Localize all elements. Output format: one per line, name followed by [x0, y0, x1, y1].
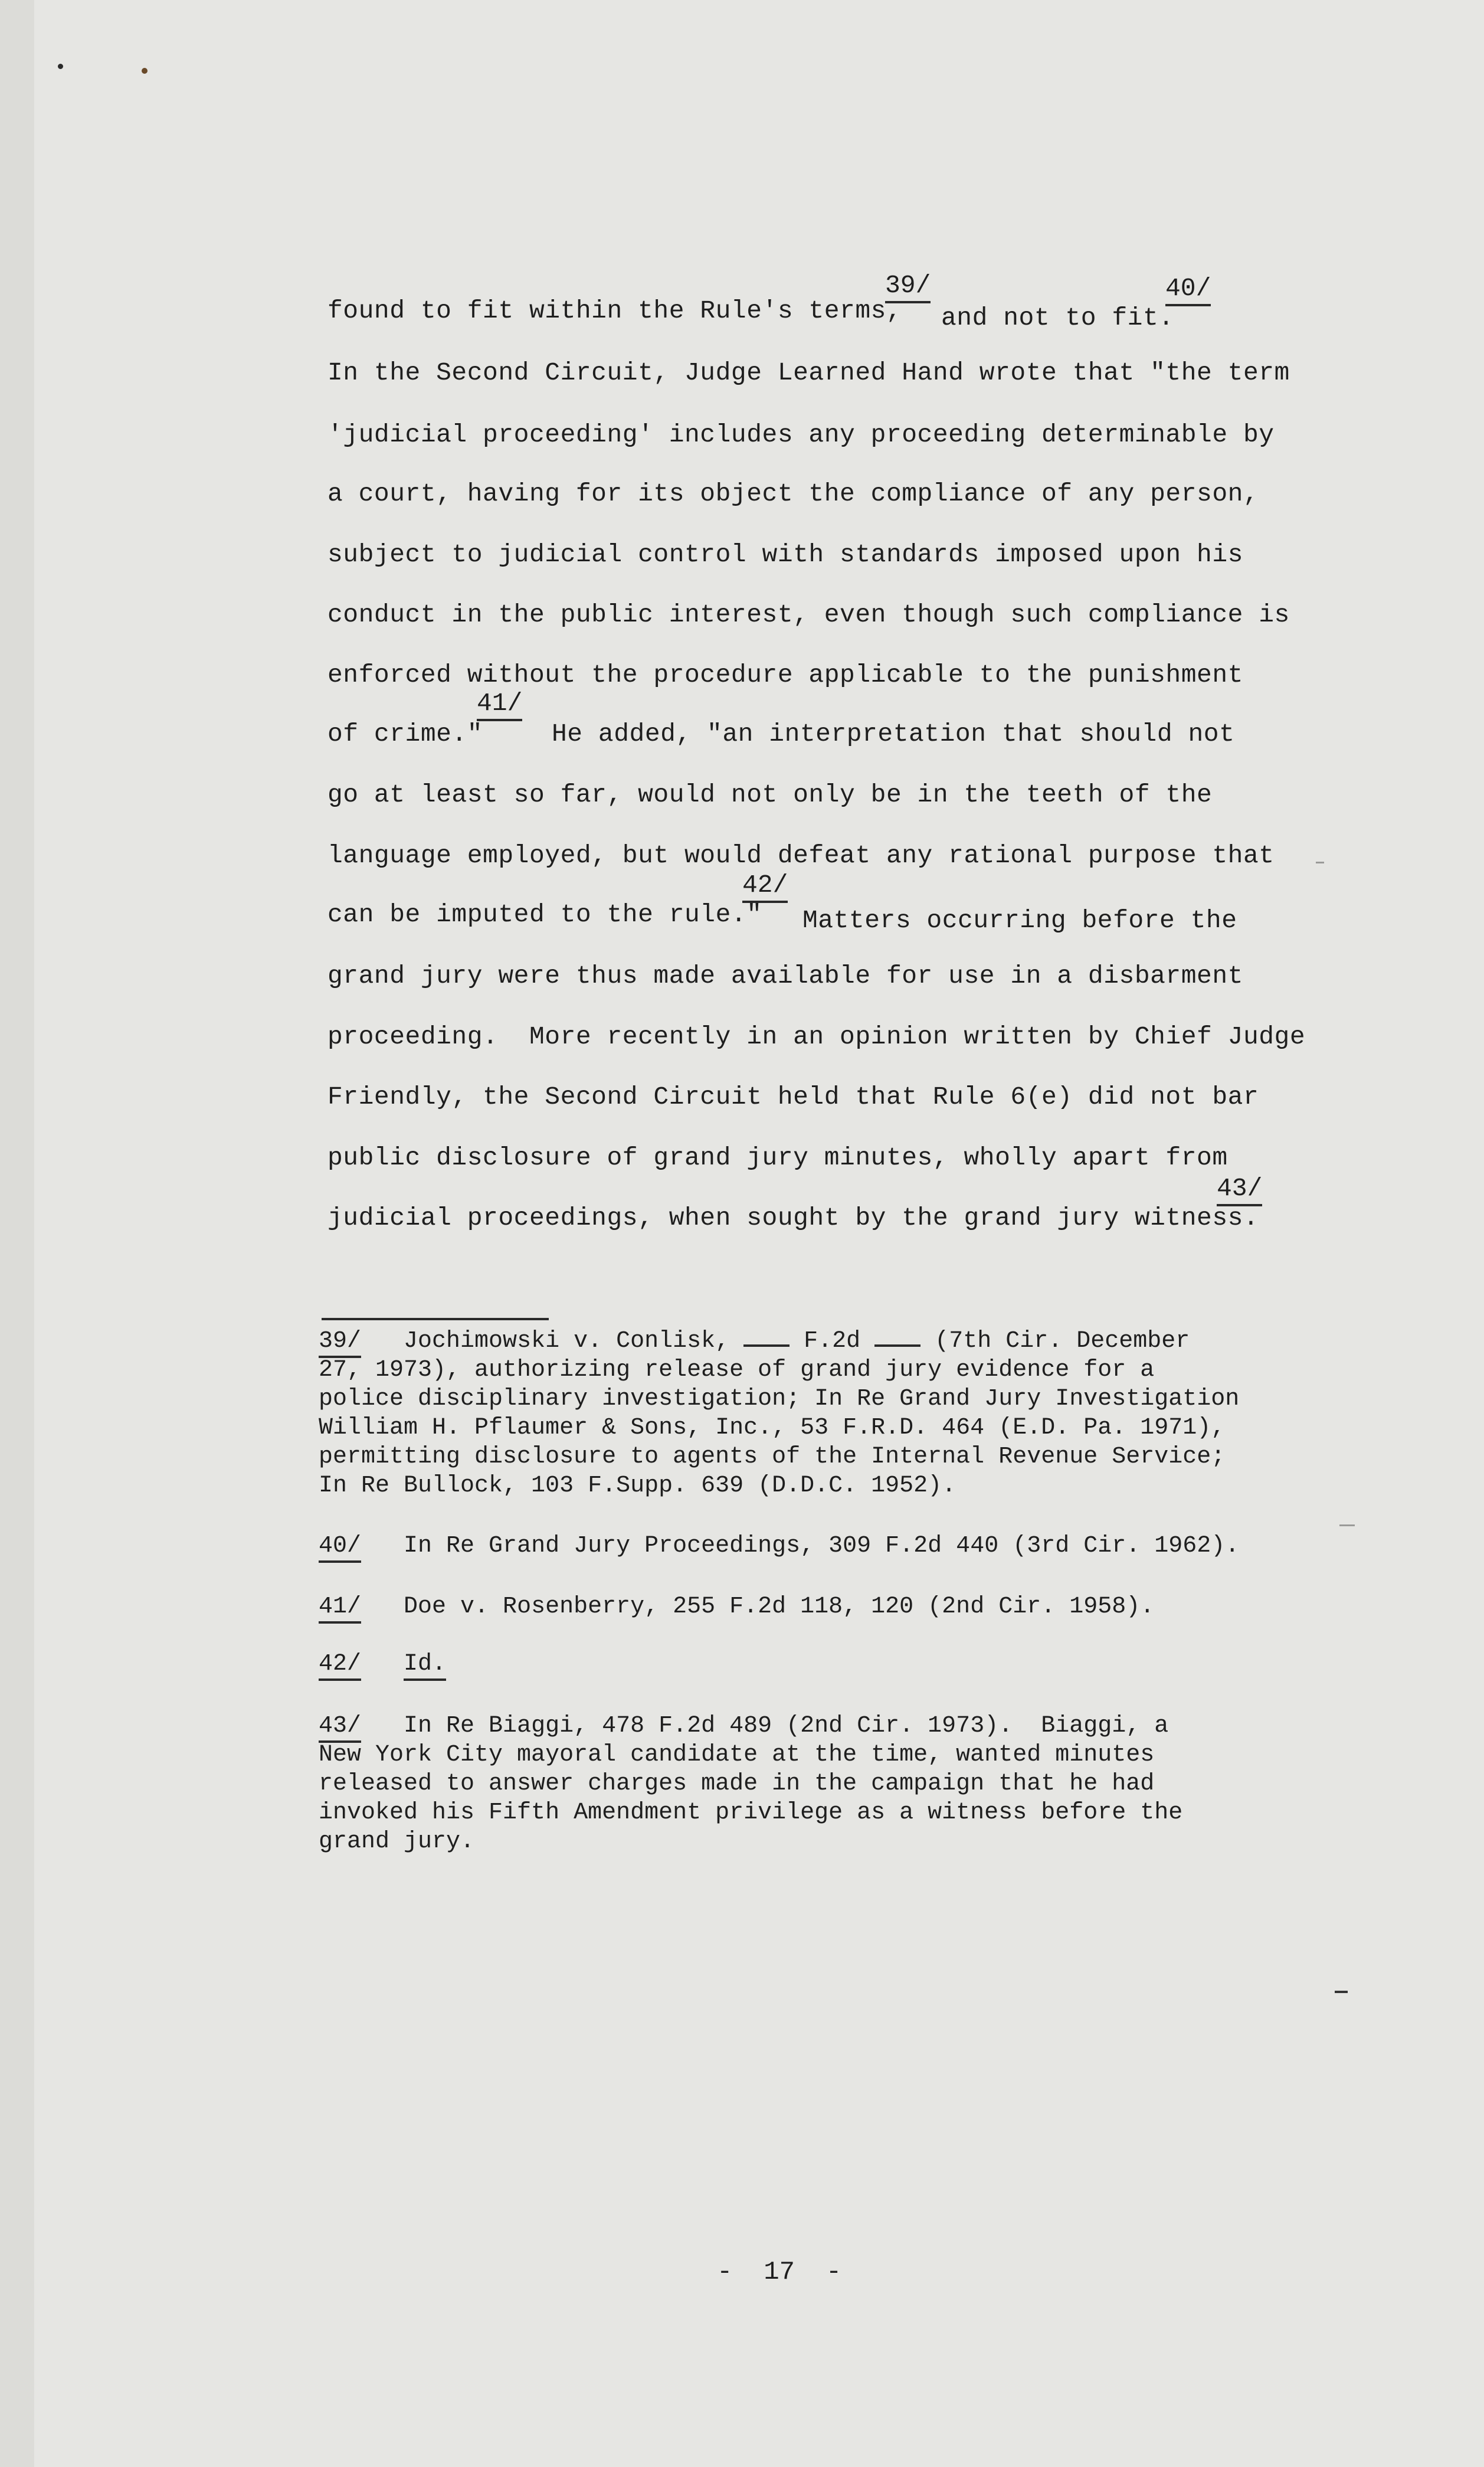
footnote-43-line-4: invoked his Fifth Amendment privilege as a witness before the	[319, 1799, 1183, 1826]
footnote-40-text: In Re Grand Jury Proceedings, 309 F.2d 440 (3rd Cir. 1962).	[404, 1533, 1240, 1559]
citation-blank	[874, 1341, 920, 1347]
body-line-12: grand jury were thus made available for use in a disbarment	[327, 961, 1243, 990]
footnote-43-line-3: released to answer charges made in the campaign that he had	[319, 1771, 1155, 1797]
footnote-39-court: (7th Cir. December	[935, 1328, 1190, 1354]
footnote-ref-39: 39/	[885, 273, 931, 303]
body-line-8-continued: He added, "an interpretation that should not	[552, 719, 1235, 748]
body-line-6: conduct in the public interest, even though such compliance is	[327, 600, 1290, 629]
body-line-11: can be imputed to the rule."	[327, 900, 762, 929]
footnote-42-number: 42/	[319, 1651, 361, 1681]
scan-edge-shadow	[0, 0, 34, 2467]
footnote-39-line-4: William H. Pflaumer & Sons, Inc., 53 F.R.D. 464 (E.D. Pa. 1971),	[319, 1415, 1226, 1441]
page-number: - 17 -	[717, 2257, 842, 2287]
scan-mark	[1339, 1524, 1355, 1526]
body-line-5: subject to judicial control with standards imposed upon his	[327, 540, 1243, 569]
body-line-11-continued: Matters occurring before the	[802, 906, 1237, 935]
body-line-3: 'judicial proceeding' includes any proceeding determinable by	[327, 420, 1275, 449]
footnote-39-line-3: police disciplinary investigation; In Re Grand Jury Investigation	[319, 1386, 1240, 1412]
footnote-43-line-5: grand jury.	[319, 1828, 475, 1855]
footnote-41-text: Doe v. Rosenberry, 255 F.2d 118, 120 (2nd Cir. 1958).	[404, 1594, 1155, 1620]
scan-speck	[142, 68, 148, 74]
scan-mark	[1335, 1991, 1348, 1993]
body-line-13: proceeding. More recently in an opinion written by Chief Judge	[327, 1022, 1306, 1051]
footnote-39-line-2: 27, 1973), authorizing release of grand jury evidence for a	[319, 1357, 1155, 1383]
body-line-10: language employed, but would defeat any rational purpose that	[327, 841, 1275, 870]
scan-speck	[58, 64, 63, 69]
footnote-39-number: 39/	[319, 1328, 361, 1358]
footnote-43-line-2: New York City mayoral candidate at the time, wanted minutes	[319, 1742, 1155, 1768]
body-line-1: found to fit within the Rule's terms,	[327, 296, 902, 325]
footnote-separator	[322, 1318, 549, 1320]
body-line-2: In the Second Circuit, Judge Learned Hand wrote that "the term	[327, 358, 1290, 387]
footnote-39-reporter: F.2d	[804, 1328, 861, 1354]
footnote-40-number: 40/	[319, 1533, 361, 1563]
footnote-42-text: Id.	[404, 1651, 446, 1681]
body-line-15: public disclosure of grand jury minutes, wholly apart from	[327, 1143, 1228, 1172]
body-line-4: a court, having for its object the compliance of any person,	[327, 479, 1259, 508]
citation-blank	[743, 1341, 789, 1347]
footnote-41	[319, 1595, 1154, 1619]
body-line-14: Friendly, the Second Circuit held that Rule 6(e) did not bar	[327, 1082, 1259, 1111]
footnote-39-line-6: In Re Bullock, 103 F.Supp. 639 (D.D.C. 1952).	[319, 1473, 956, 1499]
footnote-43-text: In Re Biaggi, 478 F.2d 489 (2nd Cir. 1973). Biaggi, a	[404, 1713, 1169, 1739]
body-line-1-continued: and not to fit.	[941, 303, 1174, 332]
footnote-42	[319, 1653, 446, 1676]
body-line-9: go at least so far, would not only be in the teeth of the	[327, 780, 1213, 809]
footnote-ref-41: 41/	[477, 691, 522, 721]
footnote-43-line-1	[319, 1715, 1168, 1738]
footnote-39-case: Jochimowski v. Conlisk,	[404, 1328, 730, 1354]
body-line-8: of crime."	[327, 719, 483, 748]
footnote-39-line-5: permitting disclosure to agents of the Internal Revenue Service;	[319, 1444, 1226, 1470]
scan-mark	[1316, 862, 1324, 863]
footnote-39-line-1	[319, 1330, 1190, 1353]
footnote-ref-43: 43/	[1217, 1176, 1262, 1206]
body-line-7: enforced without the procedure applicable to the punishment	[327, 660, 1243, 689]
footnote-43-number: 43/	[319, 1713, 361, 1743]
body-line-16: judicial proceedings, when sought by the grand jury witness.	[327, 1203, 1259, 1232]
footnote-ref-42: 42/	[742, 872, 788, 903]
footnote-41-number: 41/	[319, 1594, 361, 1624]
footnote-40	[319, 1534, 1239, 1558]
footnote-ref-40: 40/	[1165, 276, 1211, 306]
